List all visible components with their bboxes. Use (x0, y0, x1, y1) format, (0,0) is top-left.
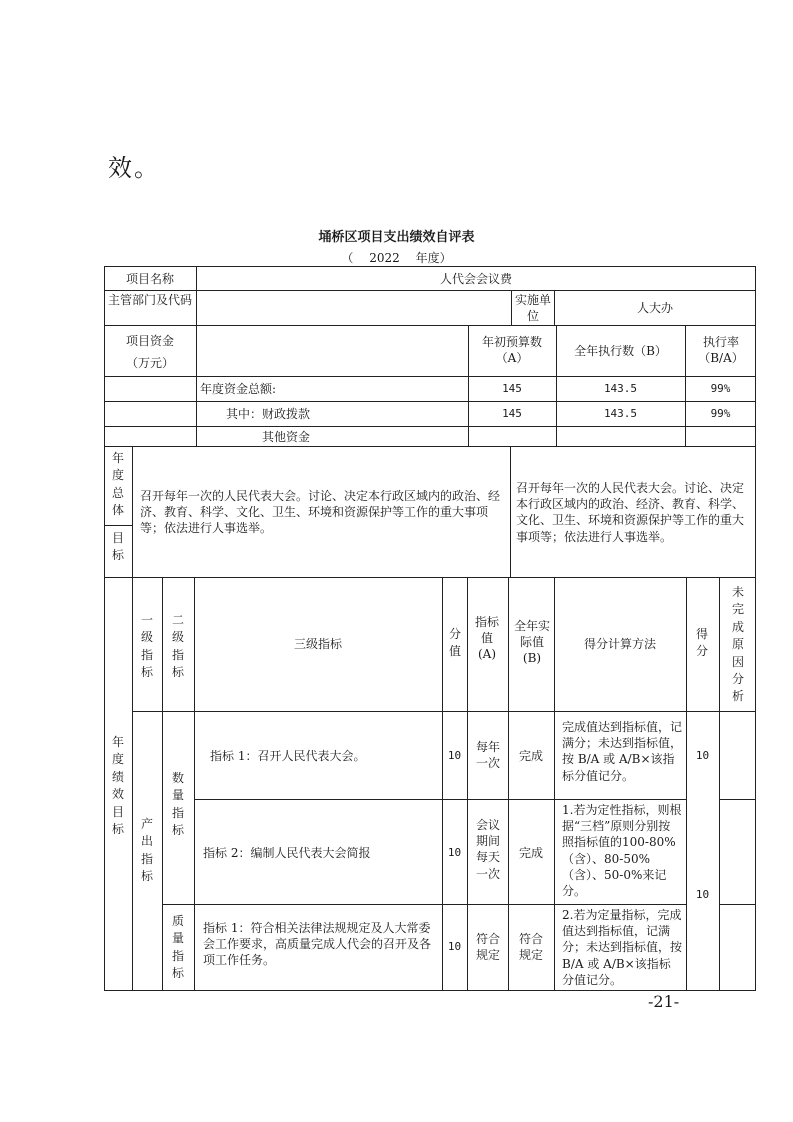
dept-label: 主管部门及代码 (107, 293, 192, 307)
funds-label: 项目资金 (125, 334, 174, 348)
row3-target: 符合规定 (475, 932, 500, 963)
col-exec-header: 全年执行数（B） (574, 344, 667, 358)
lead-text: 效。 (108, 154, 160, 182)
row2-score: 10 (695, 888, 710, 901)
funds-other-label: 其他资金 (262, 430, 311, 444)
output-indicator-label: 产出指标 (140, 817, 153, 884)
hdr-reason: 未完成原因分析 (731, 585, 744, 704)
goal-planned: 召开每年一次的人民代表大会。讨论、决定本行政区域内的政治、经济、教育、科学、文化、卫生、环境和资源保护等工作的重大事项等；依法进行人事选举。 (140, 489, 501, 536)
project-name-label: 项目名称 (125, 272, 174, 286)
row3-method: 2.若为定量指标，完成值达到指标值，记满分；未达到指标值，按 B/A 或 A/B×该指标分值记分。 (562, 908, 683, 987)
impl-unit-label: 实施单位 (514, 293, 551, 324)
row1-score: 10 (695, 749, 710, 762)
funds-total-budget: 145 (502, 382, 522, 395)
funds-unit: （万元） (125, 356, 174, 370)
hdr-target: 指标值(A) (474, 615, 499, 662)
project-name-value: 人代会会议费 (439, 272, 512, 286)
hdr-score: 得分 (695, 627, 708, 659)
funds-fiscal-budget: 145 (502, 407, 522, 420)
row1-indicator: 指标 1：召开人民代表大会。 (210, 749, 366, 763)
funds-total-label: 年度资金总额: (200, 382, 277, 396)
row1-actual: 完成 (518, 749, 543, 763)
col-budget-header: 年初预算数（A） (481, 335, 542, 366)
row2-target: 会议期间每天一次 (475, 818, 500, 881)
col-rate-header: 执行率（B/A） (698, 335, 744, 366)
hdr-actual: 全年实际值(B) (513, 619, 550, 666)
funds-fiscal-exec: 143.5 (603, 407, 638, 420)
row1-method: 完成值达到指标值，记满分；未达到指标值，按 B/A 或 A/B×该指标分值记分。 (562, 720, 683, 783)
row3-actual: 符合规定 (518, 932, 543, 963)
funds-fiscal-label: 其中：财政拨款 (226, 407, 311, 421)
impl-unit-value: 人大办 (636, 301, 673, 315)
quantity-indicator-label: 数量指标 (171, 771, 184, 838)
row2-indicator: 指标 2：编制人民代表大会简报 (203, 846, 371, 860)
overall-goal-label-2: 目标 (111, 531, 124, 563)
hdr-level1: 一级指标 (140, 613, 153, 680)
perf-goal-label: 年度绩效目标 (111, 735, 124, 836)
page-number: -21- (648, 992, 680, 1011)
year-open: （ (341, 251, 354, 265)
row2-score-value: 10 (447, 846, 462, 859)
table-title: 埇桥区项目支出绩效自评表 (318, 230, 475, 245)
funds-fiscal-rate: 99% (710, 407, 731, 420)
row3-indicator: 指标 1：符合相关法律法规规定及人大常委会工作要求，高质量完成人代会的召开及各项工作任务。 (203, 921, 432, 968)
hdr-method: 得分计算方法 (583, 637, 656, 651)
funds-total-rate: 99% (710, 382, 731, 395)
goal-actual: 召开每年一次的人民代表大会。讨论、决定本行政区域内的政治、经济、教育、科学、文化、卫生、环境和资源保护等工作的重大事项等；依法进行人事选举。 (516, 481, 745, 544)
hdr-level3: 三级指标 (293, 637, 342, 651)
overall-goal-label: 年度总体 (111, 451, 124, 518)
row2-method: 1.若为定性指标，则根据“三档”原则分别按照指标值的100-80%（含）、80-50%（含）、50-0%来记分。 (562, 803, 682, 898)
hdr-score-value: 分值 (448, 627, 461, 659)
row1-score-value: 10 (447, 749, 462, 762)
year-unit: 年度） (415, 251, 452, 265)
row2-actual: 完成 (518, 846, 543, 860)
row3-score-value: 10 (447, 940, 462, 953)
quality-indicator-label: 质量指标 (171, 914, 184, 981)
hdr-level2: 二级指标 (171, 613, 184, 680)
year-value: 2022 (369, 251, 400, 265)
funds-total-exec: 143.5 (603, 382, 638, 395)
row1-target: 每年一次 (475, 740, 500, 771)
